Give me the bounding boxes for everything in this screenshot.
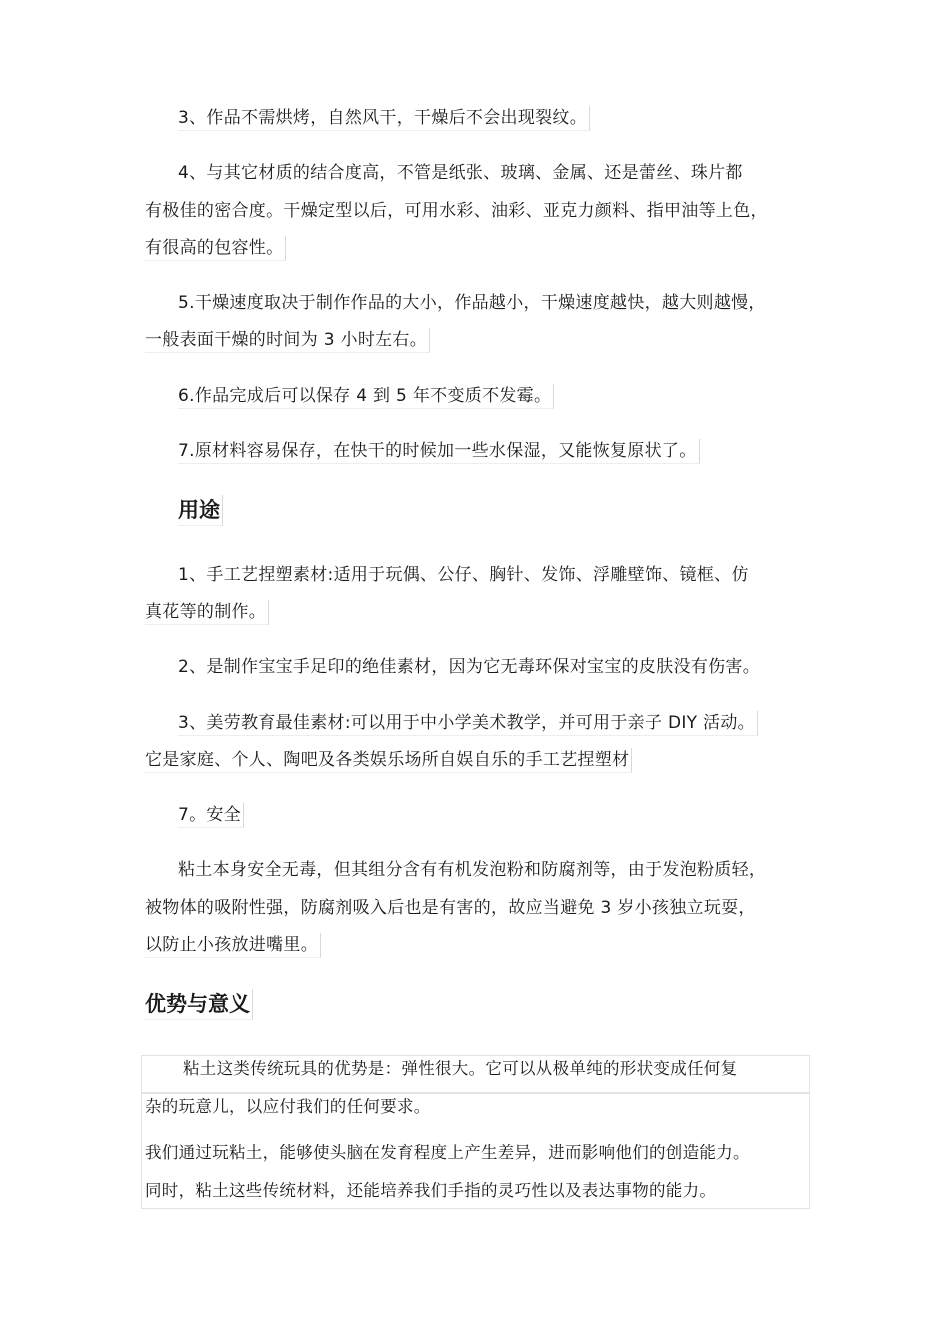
use-3-line-1: 3、美劳教育最佳素材:可以用于中小学美术教学，并可用于亲子 DIY 活动。: [178, 711, 758, 736]
advantages-line-1: 粘土这类传统玩具的优势是：弹性很大。它可以从极单纯的形状变成任何复: [183, 1059, 738, 1078]
use-3-line-2: 它是家庭、个人、陶吧及各类娱乐场所自娱自乐的手工艺捏塑材: [145, 748, 632, 773]
advantages-line-2: 杂的玩意儿，以应付我们的任何要求。: [145, 1097, 431, 1116]
advantages-line-3: 我们通过玩粘土，能够使头脑在发育程度上产生差异，进而影响他们的创造能力。: [145, 1143, 750, 1162]
advantages-heading: 优势与意义: [145, 989, 253, 1020]
safety-line-1: 粘土本身安全无毒，但其组分含有有机发泡粉和防腐剂等，由于发泡粉质轻，: [178, 860, 767, 880]
advantages-line-4: 同时，粘土这些传统材料，还能培养我们手指的灵巧性以及表达事物的能力。: [145, 1181, 717, 1200]
property-4-line-2: 有极佳的密合度。干燥定型以后，可用水彩、油彩、亚克力颜料、指甲油等上色，: [145, 201, 768, 221]
safety-heading: 7。安全: [178, 803, 244, 828]
property-4-line-3: 有很高的包容性。: [145, 236, 286, 261]
property-7-line-1: 7.原材料容易保存，在快干的时候加一些水保湿，又能恢复原状了。: [178, 439, 700, 464]
uses-heading: 用途: [178, 495, 223, 526]
property-5-line-2: 一般表面干燥的时间为 3 小时左右。: [145, 328, 430, 353]
property-5-line-1: 5.干燥速度取决于制作作品的大小，作品越小，干燥速度越快，越大则越慢，: [178, 293, 766, 313]
property-6-line-1: 6.作品完成后可以保存 4 到 5 年不变质不发霉。: [178, 384, 554, 409]
use-1-line-2: 真花等的制作。: [145, 600, 269, 625]
use-2-line-1: 2、是制作宝宝手足印的绝佳素材，因为它无毒环保对宝宝的皮肤没有伤害。: [178, 657, 761, 677]
property-4-line-1: 4、与其它材质的结合度高，不管是纸张、玻璃、金属、还是蕾丝、珠片都: [178, 163, 743, 183]
use-1-line-1: 1、手工艺捏塑素材:适用于玩偶、公仔、胸针、发饰、浮雕壁饰、镜框、仿: [178, 565, 749, 585]
property-3-line-1: 3、作品不需烘烤，自然风干，干燥后不会出现裂纹。: [178, 106, 590, 131]
safety-line-3: 以防止小孩放进嘴里。: [145, 933, 321, 958]
safety-line-2: 被物体的吸附性强，防腐剂吸入后也是有害的，故应当避免 3 岁小孩独立玩耍，: [145, 898, 756, 918]
